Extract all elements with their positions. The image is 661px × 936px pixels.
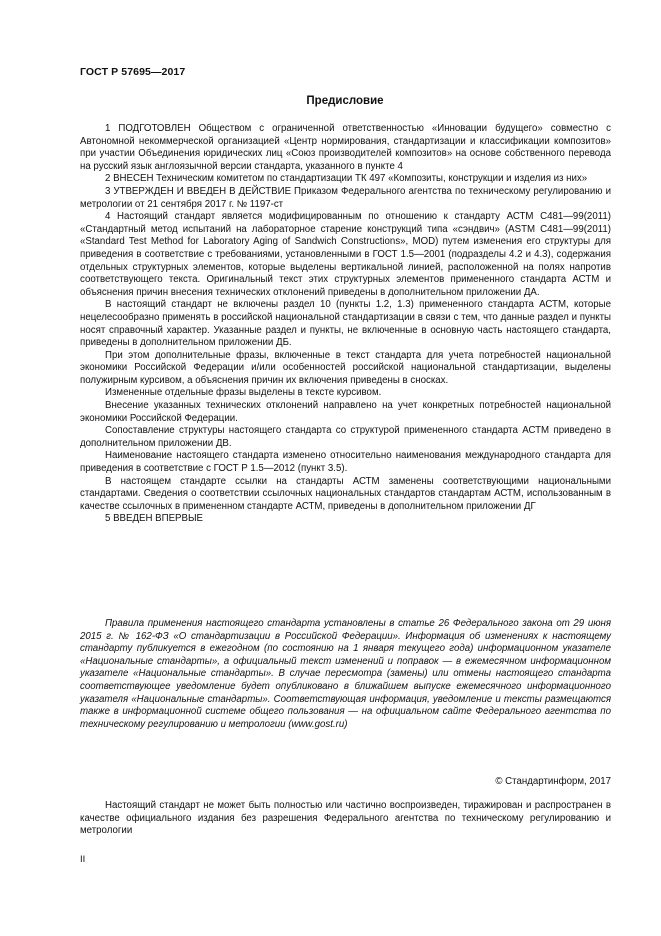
- paragraph-additional-phrases: При этом дополнительные фразы, включенные в текст стандарта для учета потребностей национальной экономики Российской Федерации и/или особенностей российской национальной стандартизации, выделены полужирным курсивом, а объяснения причин их включения приведены в сносках.: [80, 349, 611, 386]
- paragraph-italic-phrases: Измененные отдельные фразы выделены в тексте курсивом.: [105, 387, 382, 399]
- page-title: Предисловие: [306, 95, 384, 107]
- paragraph-prepared: 1 ПОДГОТОВЛЕН Обществом с ограниченной ответственностью «Инновации будущего» совместно с Автономной некоммерческой организацией «Центр нормирования, стандартизации и классификации композитов» при участии Объединения юридических лиц «Союз производителей композитов» на основе собственного перевода на русский язык англоязычной версии стандарта, указанного в пункте 4: [80, 123, 611, 172]
- reproduction-text: Настоящий стандарт не может быть полностью или частично воспроизведен, тиражирован и распространен в качестве официального издания без разрешения Федерального агентства по техническому регулированию и метрологии: [80, 800, 611, 837]
- foreword-body: [80, 123, 611, 526]
- page-number: II: [80, 854, 86, 865]
- reproduction-notice: [80, 800, 611, 838]
- paragraph-approved: 3 УТВЕРЖДЕН И ВВЕДЕН В ДЕЙСТВИЕ Приказом Федерального агентства по техническому регулированию и метрологии от 21 сентября 2017 г. № 1197-ст: [80, 185, 611, 210]
- copyright: © Стандартинформ, 2017: [495, 776, 611, 787]
- paragraph-name-change: Наименование настоящего стандарта изменено относительно наименования международного стандарта для приведения в соответствие с ГОСТ Р 1.5—2012 (пункт 3.5).: [80, 450, 611, 475]
- paragraph-references: В настоящем стандарте ссылки на стандарты АСТМ заменены соответствующими национальными стандартами. Сведения о соответствии ссылочных национальных стандартов стандартам АСТМ, использованным в качестве ссылочных в примененном стандарте АСТМ, приведены в дополнительном приложении ДГ: [80, 475, 611, 512]
- paragraph-structure-comparison: Сопоставление структуры настоящего стандарта со структурой примененного стандарта АСТМ приведено в дополнительном приложении ДВ.: [80, 425, 611, 449]
- paragraph-excluded-sections: В настоящий стандарт не включены раздел 10 (пункты 1.2, 1.3) примененного стандарта АСТМ, которые нецелесообразно применять в российской национальной стандартизации в связи с тем, что данные раздел и пункты носят справочный характер. Указанные раздел и пункты, не включенные в основную часть настоящего стандарта, приведены в дополнительном приложении ДБ.: [80, 299, 611, 349]
- paragraph-deviations: Внесение указанных технических отклонений направлено на учет конкретных потребностей национальной экономики Российской Федерации.: [80, 400, 611, 424]
- notice-text: Правила применения настоящего стандарта установлены в статье 26 Федерального закона от 29 июня 2015 г. № 162-ФЗ «О стандартизации в Российской Федерации». Информация об изменениях к настоящему стандарту публикуется в ежегодном (по состоянию на 1 января текущего года) информационном указателе «Национальные стандарты», а официальный текст изменений и поправок — в ежемесячном информационном указателе «Национальные стандарты». В случае пересмотра (замены) или отмены настоящего стандарта соответствующее уведомление будет опубликовано в ближайшем выпуске ежемесячного информационного указателя «Национальные стандарты». Соответствующая информация, уведомление и тексты размещаются также в информационной системе общего пользования — на официальном сайте Федерального агентства по техническому регулированию и метрологии (www.gost.ru): [80, 618, 611, 730]
- paragraph-introduced: 2 ВНЕСЕН Техническим комитетом по стандартизации ТК 497 «Композиты, конструкции и изделия из них»: [105, 173, 588, 185]
- paragraph-modified: 4 Настоящий стандарт является модифицированным по отношению к стандарту АСТМ С481—99(2011) «Стандартный метод испытаний на лабораторное старение конструкций типа «сэндвич» (ASTM C481—99(2011) «Standard Test Method for Laboratory Aging of Sandwich Constructions», MOD) путем изменения его структуры для приведения в соответствие с требованиями, установленными в ГОСТ 1.5—2001 (подразделы 4.2 и 4.3), содержания отдельных структурных элементов, которые выделены вертикальной линией, расположенной на полях напротив соответствующего текста. Оригинальный текст этих структурных элементов примененного стандарта АСТМ и объяснения причин внесения технических отклонений приведены в дополнительном приложении ДА.: [80, 211, 611, 298]
- paragraph-first-introduced: 5 ВВЕДЕН ВПЕРВЫЕ: [105, 513, 204, 525]
- document-code: ГОСТ Р 57695—2017: [80, 66, 186, 78]
- application-rules-notice: [80, 618, 611, 731]
